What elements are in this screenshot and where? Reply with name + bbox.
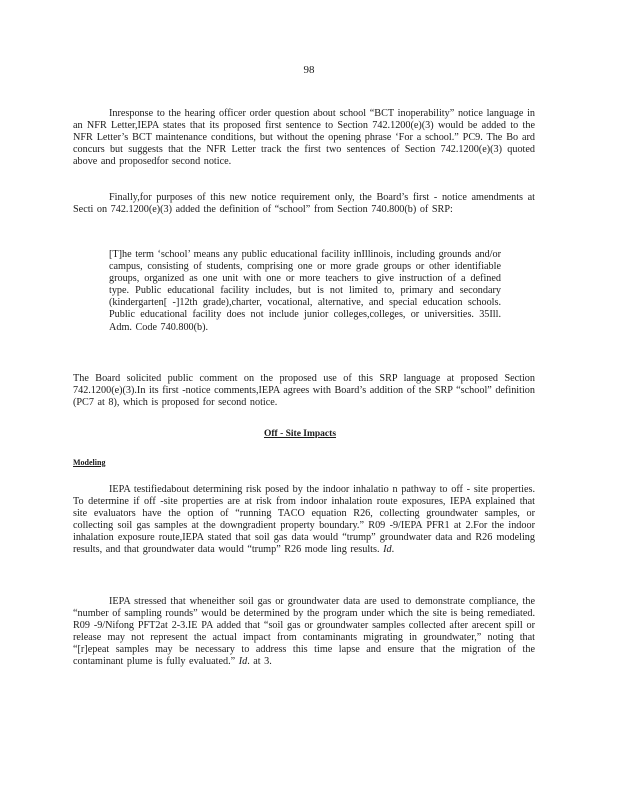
paragraph-iepa-testimony — [73, 484, 535, 557]
block-quote-school-definition — [109, 249, 501, 334]
paragraph-text: Inresponse to the hearing officer order question about school “BCT inoperability” notice language in an NFR Letter,IEPA states that its proposed first sentence to Section 742.1200(e)(3) would be added to the NFR Letter’s BCT maintenance conditions, but without the opening phrase ‘For a school.” PC9. The Bo ard concurs but suggests that the NFR Letter track the first two sentences of Section 742.1200(e)(3) quoted above and proposedfor second notice. — [73, 108, 535, 168]
paragraph-text: The Board solicited public comment on the proposed use of this SRP language at proposed Section 742.1200(e)(3).In its first -notice comments,IEPA agrees with Board’s addition of the SRP “school” definition (PC7 at 8), which is proposed for second notice. — [73, 373, 535, 409]
section-heading-text: Off - Site Impacts — [263, 429, 337, 439]
paragraph-body: IEPA testifiedabout determining risk posed by the indoor inhalatio n pathway to off - site properties. To determine if off -site properties are at risk from indoor inhalation route exposures, IEPA explained that site evaluators have the option of “running TACO equation R26, collecting groundwater samples, or collecting soil gas samples at the downgradient property boundary.” R09 -9/IEPA PFR1 at 2.For the indoor inhalation exposure route,IEPA stated that soil gas data would “trump” groundwater data and R26 modeling results, and that groundwater data would “trump” R26 mode ling results. — [73, 484, 535, 556]
citation-tail: . at 3. — [247, 656, 272, 668]
paragraph-text — [73, 484, 535, 557]
citation-id: Id — [238, 656, 248, 668]
paragraph-text: Finally,for purposes of this new notice requirement only, the Board’s first - notice amendments at Secti on 742.1200(e)(3) added the definition of “school” from Section 740.800(b) of SRP: — [73, 192, 535, 216]
quote-text: [T]he term ‘school’ means any public educational facility inIllinois, including grounds and/or campus, consisting of students, comprising one or more grade groups or other identifiable groups, organized as one unit with one or more teachers to give instruction of a defined type. Public educational facility includes, but is not limited to, primary and secondary (kindergarten[ -]12th grade),charter, vocational, alternative, and special education schools. Public educational facility does not include junior colleges,colleges, or universities. 35Ill. Adm. Code 740.800(b). — [109, 249, 501, 333]
citation-id: Id — [383, 544, 392, 556]
citation-tail: . — [391, 544, 395, 556]
page-number: 98 — [303, 64, 315, 76]
paragraph-text — [73, 596, 535, 669]
paragraph-body: IEPA stressed that wheneither soil gas or groundwater data are used to demonstrate compliance, the “number of sampling rounds” would be determined by the program under which the site is being remediated. R09 -9/Nifong PFT2at 2-3.IE PA added that “soil gas or groundwater samples collected after arecent spill or release may not represent the actual impact from contaminants migrating in groundwater,” noting that “[r]epeat samples may be necessary to address this time lapse and ensure that the migration of the contaminant plume is fully evaluated.” — [73, 596, 535, 668]
subsection-heading-text: Modeling — [73, 458, 106, 467]
paragraph-sampling-rounds — [73, 596, 535, 669]
paragraph-school-notice-language — [73, 108, 535, 168]
subsection-heading — [73, 458, 123, 467]
paragraph-public-comment — [73, 373, 535, 409]
section-heading — [0, 429, 618, 439]
paragraph-school-definition-intro — [73, 192, 535, 216]
